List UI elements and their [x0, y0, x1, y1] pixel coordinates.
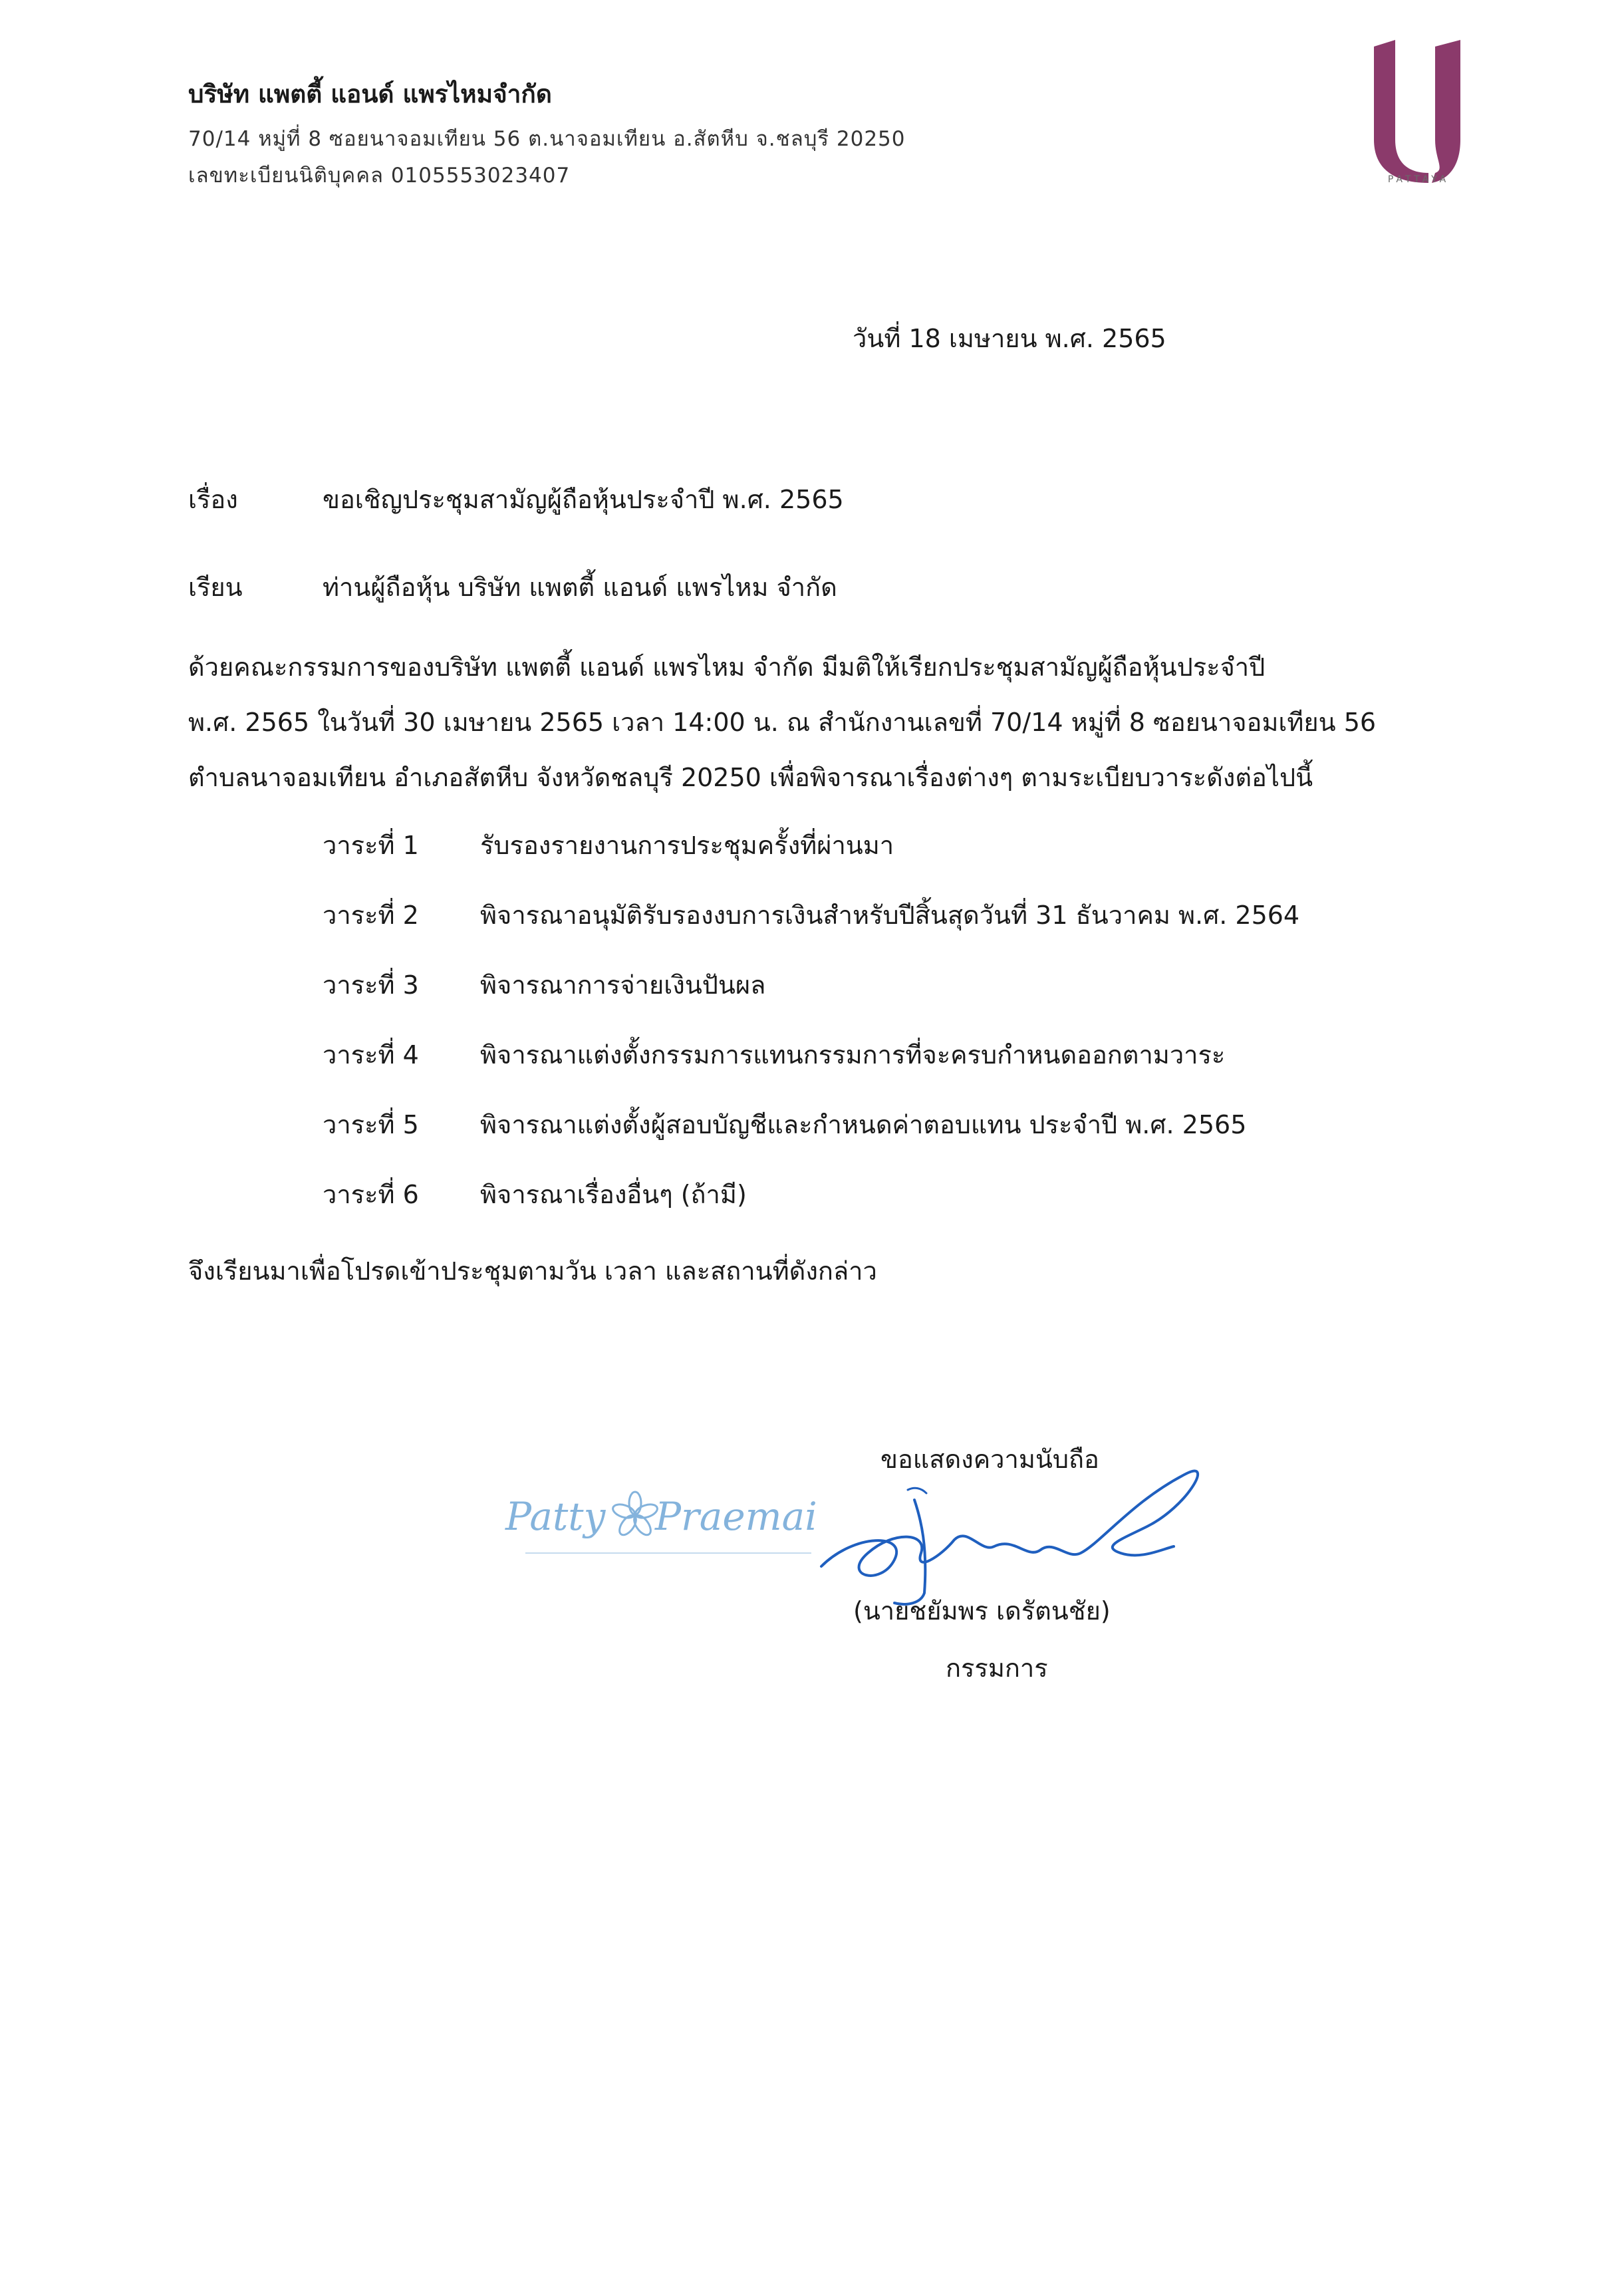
- agenda-text: พิจารณาเรื่องอื่นๆ (ถ้ามี): [480, 1180, 747, 1209]
- agenda-label: วาระที่ 2: [323, 901, 419, 930]
- agenda-text: พิจารณาแต่งตั้งผู้สอบบัญชีและกำหนดค่าตอบแทน ประจำปี พ.ศ. 2565: [480, 1110, 1247, 1139]
- letter-date: วันที่ 18 เมษายน พ.ศ. 2565: [853, 324, 1166, 353]
- agenda-label: วาระที่ 1: [323, 831, 419, 860]
- agenda-label: วาระที่ 4: [323, 1040, 419, 1070]
- regards-text: ขอแสดงความนับถือ: [880, 1445, 1099, 1474]
- signer-name: (นายชยัมพร เดรัตนชัย): [853, 1596, 1111, 1626]
- agenda-text: พิจารณาแต่งตั้งกรรมการแทนกรรมการที่จะครบกำหนดออกตามวาระ: [480, 1040, 1226, 1070]
- svg-text:Patty: Patty: [505, 1494, 606, 1539]
- company-address: 70/14 หมู่ที่ 8 ซอยนาจอมเทียน 56 ต.นาจอมเทียน อ.สัตหีบ จ.ชลบุรี 20250: [188, 127, 906, 151]
- recipient-label: เรียน: [188, 573, 243, 602]
- intro-line-2: พ.ศ. 2565 ในวันที่ 30 เมษายน 2565 เวลา 14:00 น. ณ สำนักงานเลขที่ 70/14 หมู่ที่ 8 ซอยนาจอมเทียน 56: [188, 708, 1377, 737]
- signer-position: กรรมการ: [946, 1653, 1048, 1683]
- logo-caption: PATTAYA: [1387, 174, 1450, 185]
- closing-text: จึงเรียนมาเพื่อโปรดเข้าประชุมตามวัน เวลา และสถานที่ดังกล่าว: [188, 1256, 877, 1286]
- agenda-label: วาระที่ 3: [323, 970, 419, 1000]
- company-logo: [1369, 40, 1466, 193]
- agenda-text: พิจารณาการจ่ายเงินปันผล: [480, 970, 766, 1000]
- company-name: บริษัท แพตตี้ แอนด์ แพรไหมจำกัด: [188, 80, 552, 108]
- subject-label: เรื่อง: [188, 485, 238, 514]
- agenda-label: วาระที่ 5: [323, 1110, 419, 1139]
- recipient-text: ท่านผู้ถือหุ้น บริษัท แพตตี้ แอนด์ แพรไหม จำกัด: [323, 573, 837, 602]
- subject-text: ขอเชิญประชุมสามัญผู้ถือหุ้นประจำปี พ.ศ. 2565: [323, 485, 844, 514]
- company-registration: เลขทะเบียนนิติบุคคล 0105553023407: [188, 164, 571, 188]
- svg-text:Praemai: Praemai: [655, 1494, 817, 1539]
- intro-line-3: ตำบลนาจอมเทียน อำเภอสัตหีบ จังหวัดชลบุรี 20250 เพื่อพิจารณาเรื่องต่างๆ ตามระเบียบวาระดังต่อไปนี้: [188, 763, 1313, 792]
- company-stamp: [499, 1463, 818, 1570]
- agenda-text: พิจารณาอนุมัติรับรองงบการเงินสำหรับปีสิ้นสุดวันที่ 31 ธันวาคม พ.ศ. 2564: [480, 901, 1300, 930]
- intro-line-1: ด้วยคณะกรรมการของบริษัท แพตตี้ แอนด์ แพรไหม จำกัด มีมติให้เรียกประชุมสามัญผู้ถือหุ้นประจำปี: [188, 652, 1266, 682]
- agenda-text: รับรองรายงานการประชุมครั้งที่ผ่านมา: [480, 831, 894, 860]
- agenda-label: วาระที่ 6: [323, 1180, 419, 1209]
